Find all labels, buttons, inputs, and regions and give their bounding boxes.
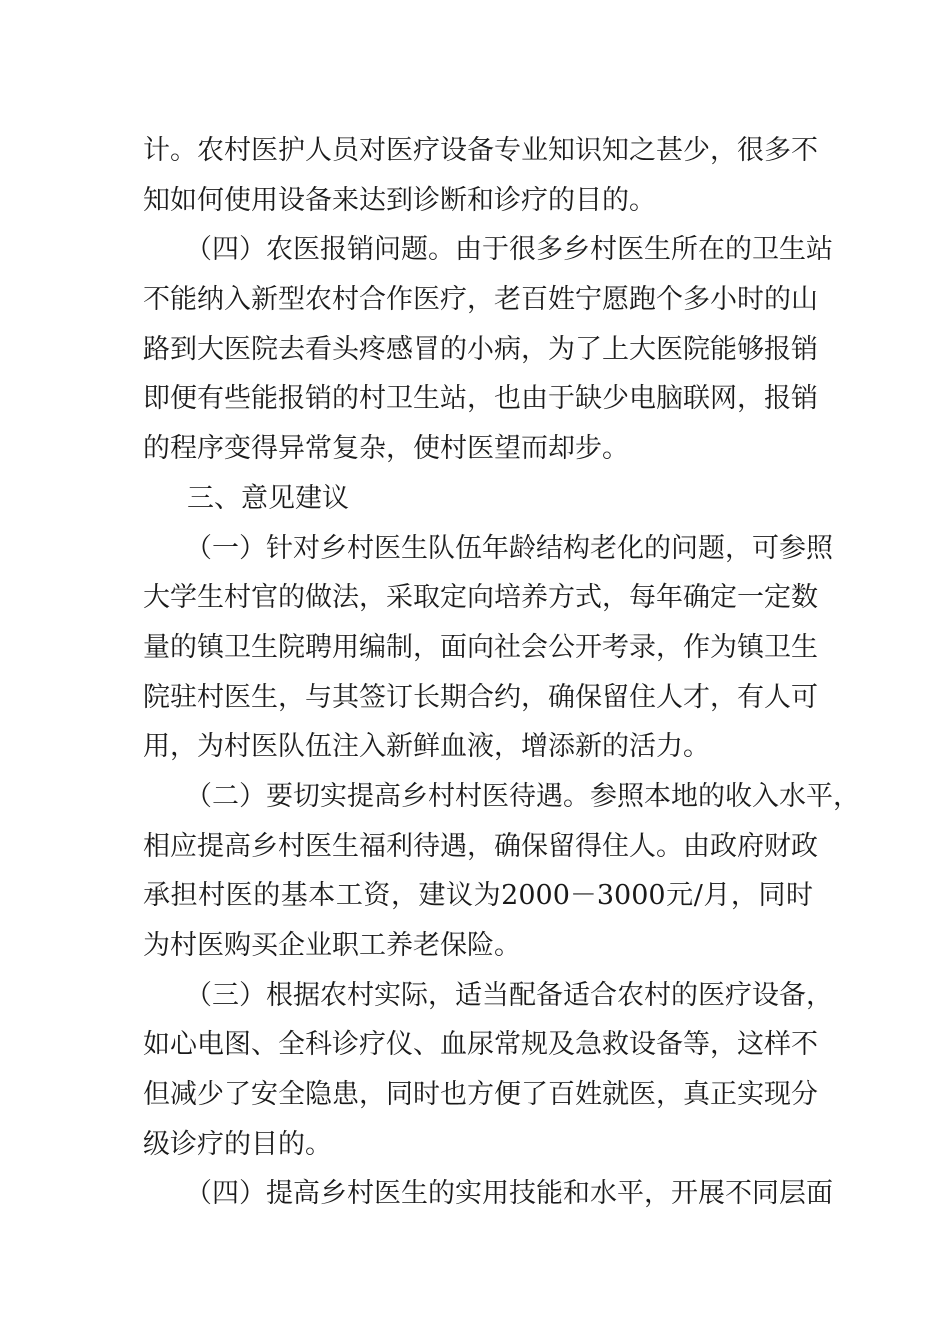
section-heading: 三、意见建议 — [187, 482, 349, 514]
text-line: 大学生村官的做法，采取定向培养方式，每年确定一定数 — [143, 582, 818, 614]
paragraph-start-line: （一）针对乡村医生队伍年龄结构老化的问题，可参照 — [185, 532, 833, 564]
text-line: 的程序变得异常复杂，使村医望而却步。 — [143, 433, 629, 465]
text-line: 即便有些能报销的村卫生站，也由于缺少电脑联网，报销 — [143, 383, 818, 415]
paragraph-start-line: （三）根据农村实际，适当配备适合农村的医疗设备， — [185, 979, 833, 1011]
text-line: 级诊疗的目的。 — [143, 1128, 332, 1160]
paragraph-start-line: （四）农医报销问题。由于很多乡村医生所在的卫生站 — [185, 234, 833, 266]
text-line: 如心电图、全科诊疗仪、血尿常规及急救设备等，这样不 — [143, 1029, 818, 1061]
text-line: 为村医购买企业职工养老保险。 — [143, 930, 521, 961]
text-line: 院驻村医生，与其签订长期合约，确保留住人才，有人可 — [143, 681, 818, 713]
body-text — [143, 126, 860, 1219]
text-line: 相应提高乡村医生福利待遇，确保留得住人。由政府财政 — [143, 830, 818, 862]
text-line: 知如何使用设备来达到诊断和诊疗的目的。 — [143, 184, 656, 216]
paragraph-start-line: （四）提高乡村医生的实用技能和水平，开展不同层面 — [185, 1178, 833, 1210]
text-line: 路到大医院去看头疼感冒的小病，为了上大医院能够报销 — [143, 333, 818, 365]
text-line: 不能纳入新型农村合作医疗，老百姓宁愿跑个多小时的山 — [143, 284, 818, 316]
paragraph-start-line: （二）要切实提高乡村村医待遇。参照本地的收入水平， — [185, 780, 860, 812]
text-line: 量的镇卫生院聘用编制，面向社会公开考录，作为镇卫生 — [143, 631, 818, 663]
text-line: 承担村医的基本工资，建议为2000－3000元/月，同时 — [143, 880, 813, 912]
text-line: 计。农村医护人员对医疗设备专业知识知之甚少，很多不 — [143, 135, 818, 166]
text-line: 但减少了安全隐患，同时也方便了百姓就医，真正实现分 — [143, 1079, 818, 1111]
text-line: 用，为村医队伍注入新鲜血液，增添新的活力。 — [143, 731, 710, 763]
